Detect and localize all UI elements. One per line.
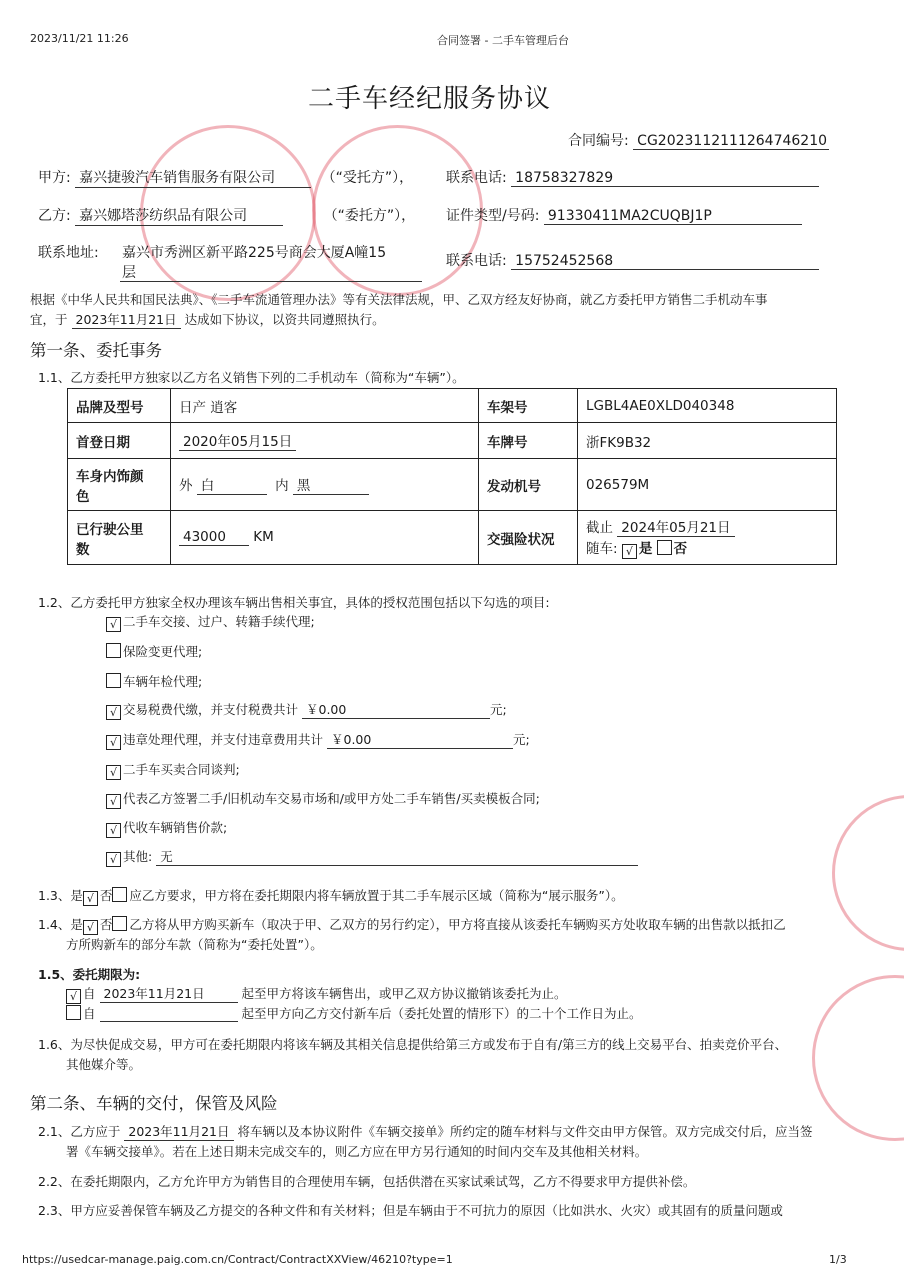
address-underline [120, 281, 422, 282]
violation-amount: ￥0.00 [327, 730, 513, 749]
checkbox-yes-checked[interactable]: √ [622, 544, 637, 559]
brand-value: 日产 逍客 [171, 389, 479, 423]
auth-item-checkbox[interactable]: √ [106, 765, 121, 780]
term-option-1 [66, 984, 567, 1004]
term-option-2-blank [100, 1006, 238, 1022]
auth-item-label: 代收车辆销售价款; [123, 820, 228, 835]
intro-prefix: 宜，于 [30, 312, 68, 327]
intro-suffix: 达成如下协议，以资共同遵照执行。 [184, 312, 385, 327]
auth-item-checkbox[interactable]: √ [106, 705, 121, 720]
clause-1-4-text: 乙方将从甲方购买新车（取决于甲、乙双方的另行约定），甲方将直接从该委托车辆购买方处收取车辆的出售款以抵扣乙 [129, 917, 786, 932]
engine-value: 026579M [578, 459, 837, 511]
auth-item [106, 672, 202, 690]
party-b-id-row [446, 205, 802, 225]
auth-item-label: 二手车交接、过户、转籍手续代理; [123, 614, 315, 629]
clause-1-6-line-2: 其他媒介等。 [66, 1057, 142, 1072]
violation-unit: 元; [513, 732, 530, 747]
delivery-date: 2023年11月21日 [124, 1122, 233, 1141]
clause-1-4 [38, 915, 786, 935]
auth-item [106, 847, 638, 867]
party-b-name: 嘉兴娜塔莎纺织品有限公司 [75, 205, 283, 226]
term-option-2-from: 自 [83, 1006, 96, 1021]
auth-item-checkbox[interactable]: √ [106, 852, 121, 867]
auth-item [106, 730, 530, 750]
term-option-1-checkbox[interactable]: √ [66, 989, 81, 1004]
yes-label: 是 [638, 541, 653, 557]
color-label-line-1: 车身内饰颜 [76, 468, 144, 485]
party-b-label: 乙方: [38, 208, 71, 224]
clause-1-4-line-2: 方所购新车的部分车款（简称为“委托处置”）。 [66, 937, 323, 952]
insurance-label: 交强险状况 [479, 511, 578, 565]
company-seal-stamp [812, 975, 904, 1141]
mileage-label-line-2: 数 [76, 541, 90, 558]
clause-2-3: 2.3、甲方应妥善保管车辆及乙方提交的各种文件和有关材料；但是车辆由于不可抗力的原因（比如洪水、火灾）或其固有的质量问题或 [38, 1203, 783, 1218]
checkbox-no[interactable] [112, 916, 127, 931]
party-a-row [38, 167, 413, 188]
insurance-cell [578, 511, 837, 565]
term-start-date: 2023年11月21日 [100, 984, 238, 1003]
party-a-phone-label: 联系电话: [446, 170, 507, 186]
engine-label: 发动机号 [479, 459, 578, 511]
mileage-cell [171, 511, 479, 565]
clause-1-4-prefix: 1.4、是 [38, 917, 83, 932]
party-a-phone: 18758327829 [511, 170, 819, 187]
vehicle-info-table [67, 388, 837, 565]
auth-item-label: 交易税费代缴，并支付税费共计 [123, 702, 299, 717]
outer-color-label: 外 [179, 478, 193, 494]
term-option-2 [66, 1004, 642, 1022]
section-1-title: 第一条、委托事务 [30, 341, 162, 360]
clause-1-6-line-1: 1.6、为尽快促成交易，甲方可在委托期限内将该车辆及其相关信息提供给第三方或发布于自有/第三方的线上交易平台、拍卖竞价平台、 [38, 1037, 788, 1052]
checkbox-yes-checked[interactable]: √ [83, 920, 98, 935]
clause-1-3-prefix: 1.3、是 [38, 888, 83, 903]
auth-item [106, 612, 315, 632]
page-url: https://usedcar-manage.paig.com.cn/Contract/ContractXXView/46210?type=1 [22, 1253, 453, 1266]
reg-date-label: 首登日期 [68, 423, 171, 459]
auth-item-checkbox[interactable] [106, 643, 121, 658]
clause-2-1-prefix: 2.1、乙方应于 [38, 1124, 121, 1139]
insurance-follow-label: 随车: [586, 541, 618, 557]
contract-number: CG2023112111264746210 [633, 133, 829, 150]
clause-1-3-no: 否 [99, 888, 113, 903]
auth-item-checkbox[interactable]: √ [106, 823, 121, 838]
party-b-id-label: 证件类型/号码: [446, 208, 540, 224]
address-line-1: 嘉兴市秀洲区新平路225号商会大厦A幢15 [122, 245, 387, 261]
agreement-date: 2023年11月21日 [72, 310, 181, 329]
no-label: 否 [673, 541, 688, 557]
mileage-value: 43000 [179, 529, 249, 546]
term-option-2-text: 起至甲方向乙方交付新车后（委托处置的情形下）的二十个工作日为止。 [241, 1006, 642, 1021]
plate-value: 浙FK9B32 [578, 423, 837, 459]
clause-2-1-line-2: 署《车辆交接单》。若在上述日期未完成交车的，则乙方应在甲方另行通知的时间内交车及其他相关材料。 [66, 1144, 648, 1159]
clause-1-3 [38, 886, 624, 906]
inner-color-label: 内 [275, 478, 289, 494]
reg-date-value: 2020年05月15日 [179, 430, 296, 451]
checkbox-no[interactable] [657, 540, 672, 555]
document-title: 二手车经纪服务协议 [308, 84, 552, 114]
auth-item-label: 代表乙方签署二手/旧机动车交易市场和/或甲方处二手车销售/买卖模板合同; [123, 791, 540, 806]
clause-1-1: 1.1、乙方委托甲方独家以乙方名义销售下列的二手机动车（简称为“车辆”）。 [38, 370, 465, 385]
print-datetime: 2023/11/21 11:26 [30, 32, 129, 45]
mileage-label [68, 511, 171, 565]
address-line-2: 层 [122, 265, 136, 281]
auth-item-checkbox[interactable]: √ [106, 735, 121, 750]
insurance-date: 2024年05月21日 [617, 516, 734, 537]
other-value: 无 [156, 847, 638, 866]
party-b-phone: 15752452568 [511, 253, 819, 270]
auth-item-checkbox[interactable]: √ [106, 617, 121, 632]
contract-number-row [568, 130, 829, 150]
party-a-role: （“受托方”）， [321, 170, 414, 186]
intro-line-2 [30, 310, 385, 329]
party-b-phone-label: 联系电话: [446, 253, 507, 269]
plate-label: 车牌号 [479, 423, 578, 459]
clause-2-1 [38, 1122, 813, 1141]
tax-amount: ￥0.00 [302, 700, 490, 719]
page-number: 1/3 [829, 1253, 847, 1266]
party-a-name: 嘉兴捷骏汽车销售服务有限公司 [75, 167, 311, 188]
reg-date-cell [171, 423, 479, 459]
checkbox-yes-checked[interactable]: √ [83, 891, 98, 906]
term-option-1-from: 自 [83, 986, 96, 1001]
insurance-prefix: 截止 [586, 520, 613, 536]
auth-item-checkbox[interactable]: √ [106, 794, 121, 809]
party-b-id: 91330411MA2CUQBJ1P [544, 208, 802, 225]
mileage-unit: KM [253, 529, 274, 545]
auth-item-label: 违章处理代理，并支付违章费用共计 [123, 732, 324, 747]
auth-item-label: 车辆年检代理; [123, 674, 203, 689]
clause-1-2: 1.2、乙方委托甲方独家全权办理该车辆出售相关事宜，具体的授权范围包括以下勾选的项目: [38, 595, 550, 610]
clause-1-3-text: 应乙方要求，甲方将在委托期限内将车辆放置于其二手车展示区域（简称为“展示服务”）。 [129, 888, 624, 903]
term-option-1-text: 起至甲方将该车辆售出，或甲乙双方协议撤销该委托为止。 [241, 986, 567, 1001]
auth-item [106, 818, 227, 838]
auth-item-checkbox[interactable] [106, 673, 121, 688]
brand-label: 品牌及型号 [68, 389, 171, 423]
party-b-role: （“委托方”）， [323, 208, 416, 224]
auth-item [106, 760, 240, 780]
page-header-title: 合同签署 - 二手车管理后台 [437, 34, 569, 47]
party-a-phone-row [446, 167, 819, 187]
mileage-label-line-1: 已行驶公里 [76, 521, 144, 538]
contract-number-label: 合同编号: [568, 133, 629, 149]
auth-item [106, 642, 202, 660]
tax-unit: 元; [490, 702, 507, 717]
color-label [68, 459, 171, 511]
clause-1-4-no: 否 [99, 917, 113, 932]
vin-label: 车架号 [479, 389, 578, 423]
term-option-2-checkbox[interactable] [66, 1005, 81, 1020]
intro-line-1: 根据《中华人民共和国民法典》、《二手车流通管理办法》等有关法律法规，甲、乙双方经友好协商，就乙方委托甲方销售二手机动车事 [30, 292, 768, 307]
vin-value: LGBL4AE0XLD040348 [578, 389, 837, 423]
outer-color-value: 白 [197, 474, 267, 495]
section-2-title: 第二条、车辆的交付，保管及风险 [30, 1094, 278, 1113]
clause-1-5-title: 1.5、委托期限为: [38, 967, 141, 982]
color-label-line-2: 色 [76, 488, 90, 505]
company-seal-stamp [832, 795, 904, 951]
color-cell [171, 459, 479, 511]
auth-item-label: 其他: [123, 849, 153, 864]
party-b-row [38, 205, 415, 226]
party-a-label: 甲方: [38, 170, 71, 186]
auth-item-label: 保险变更代理; [123, 644, 203, 659]
clause-2-2: 2.2、在委托期限内，乙方允许甲方为销售目的合理使用车辆，包括供潜在买家试乘试驾，乙方不得要求甲方提供补偿。 [38, 1174, 696, 1189]
inner-color-value: 黑 [293, 474, 369, 495]
auth-item [106, 700, 507, 720]
party-b-phone-row [446, 250, 819, 270]
clause-2-1-text: 将车辆以及本协议附件《车辆交接单》所约定的随车材料与文件交由甲方保管。双方完成交付后，应当签 [237, 1124, 813, 1139]
checkbox-no[interactable] [112, 887, 127, 902]
auth-item [106, 789, 540, 809]
address-label: 联系地址: [38, 245, 99, 261]
auth-item-label: 二手车买卖合同谈判; [123, 762, 240, 777]
